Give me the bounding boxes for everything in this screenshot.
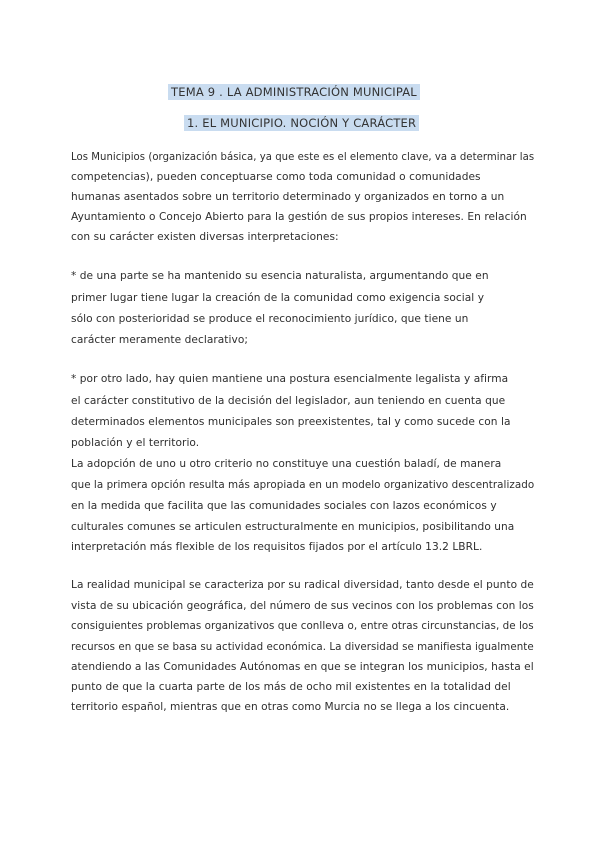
document-title xyxy=(168,85,420,99)
text-line: primer lugar tiene lugar la creación de la comunidad como exigencia social y xyxy=(71,292,485,304)
text-line: recursos en que se basa su actividad económica. La diversidad se manifiesta igualmente xyxy=(71,641,534,653)
text-line: punto de que la cuarta parte de los más de ocho mil existentes en la totalidad del xyxy=(71,681,511,693)
text-line: determinados elementos municipales son preexistentes, tal y como sucede con la xyxy=(71,416,511,428)
text-line: sólo con posterioridad se produce el reconocimiento jurídico, que tiene un xyxy=(71,313,469,325)
text-line: humanas asentados sobre un territorio determinado y organizados en torno a un xyxy=(71,191,505,203)
text-line: culturales comunes se articulen estructuralmente en municipios, posibilitando una xyxy=(71,521,515,533)
text-line: * de una parte se ha mantenido su esencia naturalista, argumentando que en xyxy=(71,270,489,282)
text-line: en la medida que facilita que las comunidades sociales con lazos económicos y xyxy=(71,500,497,512)
text-line: atendiendo a las Comunidades Autónomas en que se integran los municipios, hasta el xyxy=(71,661,534,673)
text-line: con su carácter existen diversas interpretaciones: xyxy=(71,231,339,243)
text-line: consiguientes problemas organizativos que conlleva o, entre otras circunstancias, de los xyxy=(71,620,534,632)
document-title-text: TEMA 9 . LA ADMINISTRACIÓN MUNICIPAL xyxy=(168,84,420,100)
section-heading xyxy=(184,116,419,130)
text-line: que la primera opción resulta más apropiada en un modelo organizativo descentralizado xyxy=(71,479,535,491)
text-line: * por otro lado, hay quien mantiene una postura esencialmente legalista y afirma xyxy=(71,373,509,385)
text-line: La realidad municipal se caracteriza por su radical diversidad, tanto desde el punto de xyxy=(71,579,534,591)
text-line: vista de su ubicación geográfica, del número de sus vecinos con los problemas con los xyxy=(71,600,534,612)
text-line: población y el territorio. xyxy=(71,437,200,449)
text-line: competencias), pueden conceptuarse como toda comunidad o comunidades xyxy=(71,171,481,183)
section-heading-text: 1. EL MUNICIPIO. NOCIÓN Y CARÁCTER xyxy=(184,115,419,131)
text-line: carácter meramente declarativo; xyxy=(71,334,248,346)
text-line: Los Municipios (organización básica, ya que este es el elemento clave, va a determinar las xyxy=(71,151,535,163)
text-line: Ayuntamiento o Concejo Abierto para la gestión de sus propios intereses. En relación xyxy=(71,211,527,223)
text-line: La adopción de uno u otro criterio no constituye una cuestión baladí, de manera xyxy=(71,458,502,470)
text-line: el carácter constitutivo de la decisión del legislador, aun teniendo en cuenta que xyxy=(71,395,506,407)
text-line: interpretación más flexible de los requisitos fijados por el artículo 13.2 LBRL. xyxy=(71,541,483,553)
text-line: territorio español, mientras que en otras como Murcia no se llega a los cincuenta. xyxy=(71,701,510,713)
